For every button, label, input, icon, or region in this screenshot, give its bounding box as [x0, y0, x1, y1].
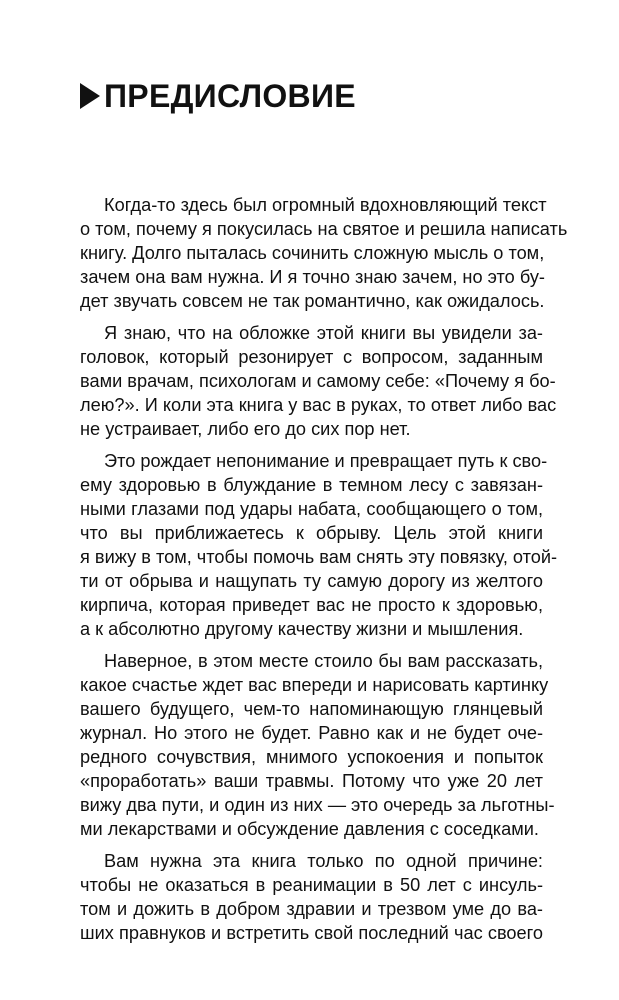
text-line: лею?». И коли эта книга у вас в руках, то ответ либо вас [80, 395, 557, 415]
text-line: том и дожить в добром здравии и трезвом уме до ва- [80, 899, 543, 919]
paragraph [80, 321, 557, 441]
chapter-title: ПРЕДИСЛОВИЕ [104, 78, 356, 114]
text-line: журнал. Но этого не будет. Равно как и не будет оче- [80, 723, 543, 743]
text-line: ными глазами под удары набата, сообщающего о том, [80, 499, 543, 519]
text-line: ших правнуков и встретить свой последний час своего [80, 923, 543, 943]
text-line: зачем она вам нужна. И я точно знаю зачем, но это бу- [80, 267, 545, 287]
body-text [80, 193, 568, 953]
text-line: что вы приближаетесь к обрыву. Цель этой книги [80, 523, 543, 543]
text-line: вашего будущего, чем-то напоминающую глянцевый [80, 699, 543, 719]
text-line: ти от обрыва и нащупать ту самую дорогу из желтого [80, 571, 543, 591]
text-line: книгу. Долго пыталась сочинить сложную мысль о том, [80, 243, 545, 263]
text-line: вами врачам, психологам и самому себе: «Почему я бо- [80, 371, 556, 391]
text-line: «проработать» ваши травмы. Потому что уже 20 лет [80, 771, 543, 791]
paragraph [80, 849, 543, 945]
text-line: Это рождает непонимание и превращает путь к сво- [104, 451, 548, 471]
text-line: вижу два пути, и один из них — это очередь за льготны- [80, 795, 555, 815]
chapter-heading [80, 74, 356, 118]
paragraph [80, 649, 555, 841]
text-line: ми лекарствами и обсуждение давления с соседками. [80, 819, 539, 839]
triangle-bullet-icon [80, 83, 100, 109]
text-line: редного сочувствия, мнимого успокоения и попыток [80, 747, 543, 767]
text-line: а к абсолютно другому качеству жизни и мышления. [80, 619, 524, 639]
text-line: я вижу в том, чтобы помочь вам снять эту повязку, отой- [80, 547, 558, 567]
text-line: какое счастье ждет вас впереди и нарисовать картинку [80, 675, 549, 695]
paragraph [80, 449, 558, 641]
text-line: Когда-то здесь был огромный вдохновляющий текст [104, 195, 547, 215]
text-line: головок, который резонирует с вопросом, заданным [80, 347, 543, 367]
text-line: Наверное, в этом месте стоило бы вам рассказать, [104, 651, 543, 671]
paragraph [80, 193, 568, 313]
text-line: кирпича, которая приведет вас не просто к здоровью, [80, 595, 543, 615]
text-line: не устраивает, либо его до сих пор нет. [80, 419, 411, 439]
text-line: дет звучать совсем не так романтично, как ожидалось. [80, 291, 545, 311]
text-line: Я знаю, что на обложке этой книги вы увидели за- [104, 323, 543, 343]
text-line: Вам нужна эта книга только по одной причине: [104, 851, 543, 871]
text-line: о том, почему я покусилась на святое и решила написать [80, 219, 568, 239]
text-line: ему здоровью в блуждание в темном лесу с завязан- [80, 475, 543, 495]
text-line: чтобы не оказаться в реанимации в 50 лет с инсуль- [80, 875, 543, 895]
